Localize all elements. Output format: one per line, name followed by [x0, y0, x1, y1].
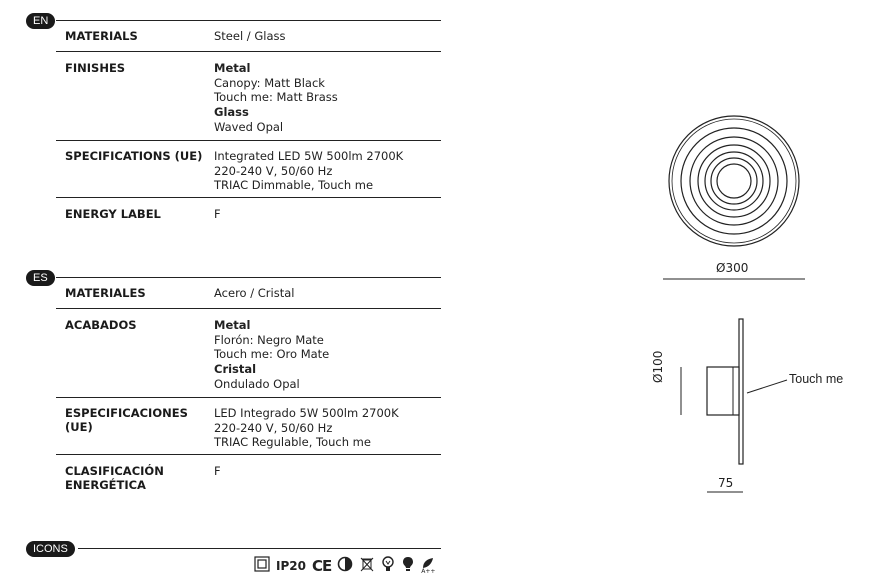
- row-divider: [56, 197, 441, 198]
- row-divider: [56, 140, 441, 141]
- side-view-drawing: [655, 316, 892, 496]
- energy-class-text: A++: [421, 568, 436, 575]
- clasificacion-value: F: [214, 464, 221, 478]
- finishes-label: FINISHES: [65, 61, 126, 75]
- language-badge-en: EN: [26, 13, 55, 29]
- touch-leader-line: [747, 380, 787, 393]
- touch-me-label: Touch me: [789, 372, 844, 386]
- ring: [711, 158, 757, 204]
- acabados-label: ACABADOS: [65, 318, 137, 332]
- outer-ring: [669, 116, 799, 246]
- icons-badge: ICONS: [26, 541, 75, 557]
- specifications-value: Integrated LED 5W 500lm 2700K 220-240 V, 50/60 Hz TRIAC Dimmable, Touch me: [214, 149, 404, 193]
- front-view-drawing: [660, 113, 810, 283]
- bulb-icon: [401, 556, 415, 576]
- section-rule-en: [56, 20, 441, 21]
- ring: [698, 145, 770, 217]
- acabados-value: Metal Florón: Negro Mate Touch me: Oro Mate Cristal Ondulado Opal: [214, 318, 330, 391]
- led-bulb-icon: [381, 556, 395, 576]
- finishes-value: Metal Canopy: Matt Black Touch me: Matt Brass Glass Waved Opal: [214, 61, 338, 134]
- energy-label-value: F: [214, 207, 221, 221]
- energy-class-icon: [421, 557, 435, 575]
- canopy-body: [707, 367, 739, 415]
- materials-label: MATERIALS: [65, 29, 138, 43]
- weee-bin-icon: [359, 556, 375, 576]
- inner-ring: [717, 164, 751, 198]
- ip20-icon: IP20: [276, 559, 306, 573]
- dimmable-icon: [337, 556, 353, 576]
- front-diameter-dimension: Ø300: [716, 261, 749, 275]
- row-divider: [56, 397, 441, 398]
- depth-dimension: 75: [718, 476, 734, 490]
- especificaciones-label: ESPECIFICACIONES (UE): [65, 406, 188, 434]
- certification-icons: [254, 556, 435, 576]
- row-divider: [56, 308, 441, 309]
- clasificacion-label: CLASIFICACIÓN ENERGÉTICA: [65, 464, 164, 492]
- section-rule-icons: [78, 548, 441, 549]
- energy-label-label: ENERGY LABEL: [65, 207, 161, 221]
- language-badge-es: ES: [26, 270, 55, 286]
- class-ii-icon: [254, 556, 270, 576]
- row-divider: [56, 51, 441, 52]
- materiales-label: MATERIALES: [65, 286, 146, 300]
- side-diameter-dimension: Ø100: [651, 350, 665, 383]
- ring: [690, 137, 778, 225]
- ring: [705, 152, 763, 210]
- ce-icon: CE: [311, 556, 332, 575]
- row-divider: [56, 454, 441, 455]
- especificaciones-value: LED Integrado 5W 500lm 2700K 220-240 V, 50/60 Hz TRIAC Regulable, Touch me: [214, 406, 399, 450]
- section-rule-es: [56, 277, 441, 278]
- materials-value: Steel / Glass: [214, 29, 286, 43]
- specifications-label: SPECIFICATIONS (UE): [65, 149, 203, 163]
- materiales-value: Acero / Cristal: [214, 286, 295, 300]
- ring: [681, 128, 787, 234]
